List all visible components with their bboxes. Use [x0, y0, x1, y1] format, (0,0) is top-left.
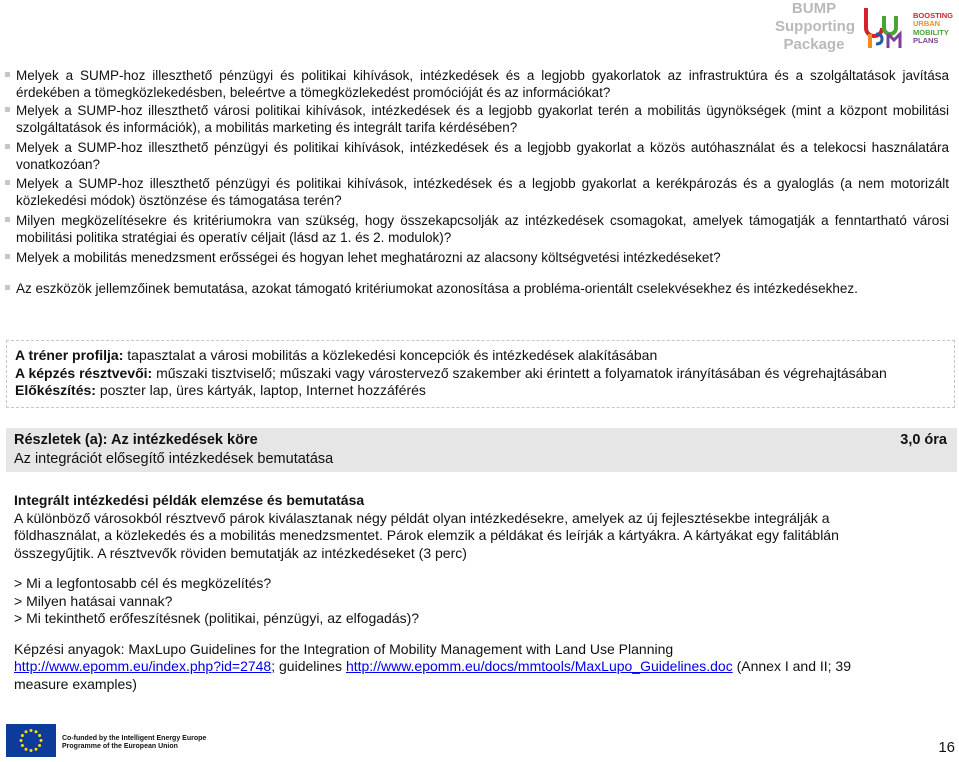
question-line: > Milyen hatásai vannak?: [14, 592, 173, 609]
materials-links: http://www.epomm.eu/index.php?id=2748; guidelines http://www.epomm.eu/docs/mmtools/MaxLupo_Guidelines.doc (Annex I and II; 39 measure examples): [14, 658, 851, 692]
bullet-square-icon: [5, 285, 10, 290]
list-item: Melyek a SUMP-hoz illeszthető pénzügyi és politikai kihívások, intézkedések és a legjobb gyakorlatok az infrastruktúra és a szolgáltatások javítása érdekében a tömegközlekedésben, beleértve a tömegközlekedést promócióját és az információkat?: [5, 67, 949, 101]
page-number: 16: [938, 739, 955, 756]
cofunded-text: Co-funded by the Intelligent Energy Europe Programme of the European Union: [62, 735, 207, 750]
bump-logo-icon: [862, 4, 910, 50]
logo-text: [913, 12, 953, 45]
maxlupo-guidelines-link[interactable]: http://www.epomm.eu/docs/mmtools/MaxLupo_Guidelines.doc: [345, 658, 733, 674]
list-item: Az eszközök jellemzőinek bemutatása, azokat támogató kritériumokat azonosítása a probléma-orientált cselekvésekhez és intézkedésekhez.: [5, 280, 949, 297]
details-duration: 3,0 óra: [900, 432, 947, 448]
list-item: Melyek a mobilitás menedzsment erősségei és hogyan lehet meghatározni az alacsony költségvetési intézkedéseket?: [5, 249, 949, 266]
package-title-line: BUMP: [791, 0, 837, 17]
trainer-profile: A tréner profilja: tapasztalat a városi mobilitás a közlekedési koncepciók és intézkedések alakításában: [15, 347, 658, 363]
details-subtitle: Az integrációt elősegítő intézkedések bemutatása: [14, 451, 334, 467]
package-title-line: Package: [783, 36, 845, 53]
question-line: > Mi a legfontosabb cél és megközelítés?: [14, 575, 272, 591]
bump-logo: [862, 4, 958, 50]
trainer-box: [6, 340, 955, 408]
activity-title: Integrált intézkedési példák elemzése és bemutatása: [14, 492, 365, 508]
package-title-line: Supporting: [775, 18, 855, 35]
activity-description: A különböző városokból résztvevő párok kiválasztanak négy példát olyan intézkedésekre, amelyek az új fejlesztésekbe integrálják a földhasználat, a közlekedés és a mobilitás menedzsmentet. Párok elemzik a példákat és leírják a kártyákra. A kártyákat egy falitáblán összegyűjtik. A résztvevők röviden bemutatják az intézkedéseket (3 perc): [14, 509, 839, 561]
question-line: > Mi tekinthető erőfeszítésnek (politikai, pénzügyi, az elfogadás)?: [14, 610, 420, 626]
trainer-preparation: Előkészítés: poszter lap, üres kártyák, laptop, Internet hozzáférés: [15, 382, 426, 398]
logo-word: URBAN: [913, 19, 941, 29]
materials-text: Képzési anyagok: MaxLupo Guidelines for the Integration of Mobility Management with Land Use Planning: [14, 640, 674, 657]
list-item: Milyen megközelítésekre és kritériumokra van szükség, hogy összekapcsolják az intézkedések csomagokat, amelyek támogatják a fenntartható városi mobilitási politika stratégiai és operatív céljait (lásd az 1. és 2. modulok)?: [5, 212, 949, 246]
bullet-square-icon: [5, 107, 10, 112]
list-item: Melyek a SUMP-hoz illeszthető pénzügyi és politikai kihívások, intézkedések és a legjobb gyakorlat a kerékpározás és a gyaloglás (a nem motorizált közlekedési módok) ösztönzése és támogatása terén?: [5, 175, 949, 209]
bullet-square-icon: [5, 254, 10, 259]
bullet-square-icon: [5, 180, 10, 185]
question-list: [5, 67, 949, 297]
logo-word: BOOSTING: [913, 11, 954, 20]
eu-flag-icon: [6, 724, 56, 757]
logo-word: PLANS: [913, 35, 939, 45]
logo-word: MOBILITY: [913, 27, 949, 37]
package-title: [775, 0, 853, 54]
list-item: Melyek a SUMP-hoz illeszthető városi politikai kihívások, intézkedések és a legjobb gyakorlat terén a mobilitás ügynökségek (mint a központ mobilitási szolgáltatások és információk), a mobilitás marketing és integrált tarifa kérdésében?: [5, 102, 949, 136]
activity-section: [14, 492, 896, 693]
bullet-square-icon: [5, 144, 10, 149]
list-item: Melyek a SUMP-hoz illeszthető pénzügyi és politikai kihívások, intézkedések és a legjobb gyakorlat a közös autóhasználat és a telekocsi használatára vonatkozóan?: [5, 139, 949, 173]
bullet-square-icon: [5, 72, 10, 77]
details-title: Részletek (a): Az intézkedések köre: [14, 432, 258, 448]
trainer-participants: A képzés résztvevői: műszaki tisztviselő; műszaki vagy várostervező szakember aki érintett a folyamatok irányításában és végrehajtásában: [15, 364, 887, 381]
bullet-square-icon: [5, 217, 10, 222]
epomm-link[interactable]: http://www.epomm.eu/index.php?id=2748: [14, 658, 272, 674]
details-bar: [6, 428, 957, 472]
